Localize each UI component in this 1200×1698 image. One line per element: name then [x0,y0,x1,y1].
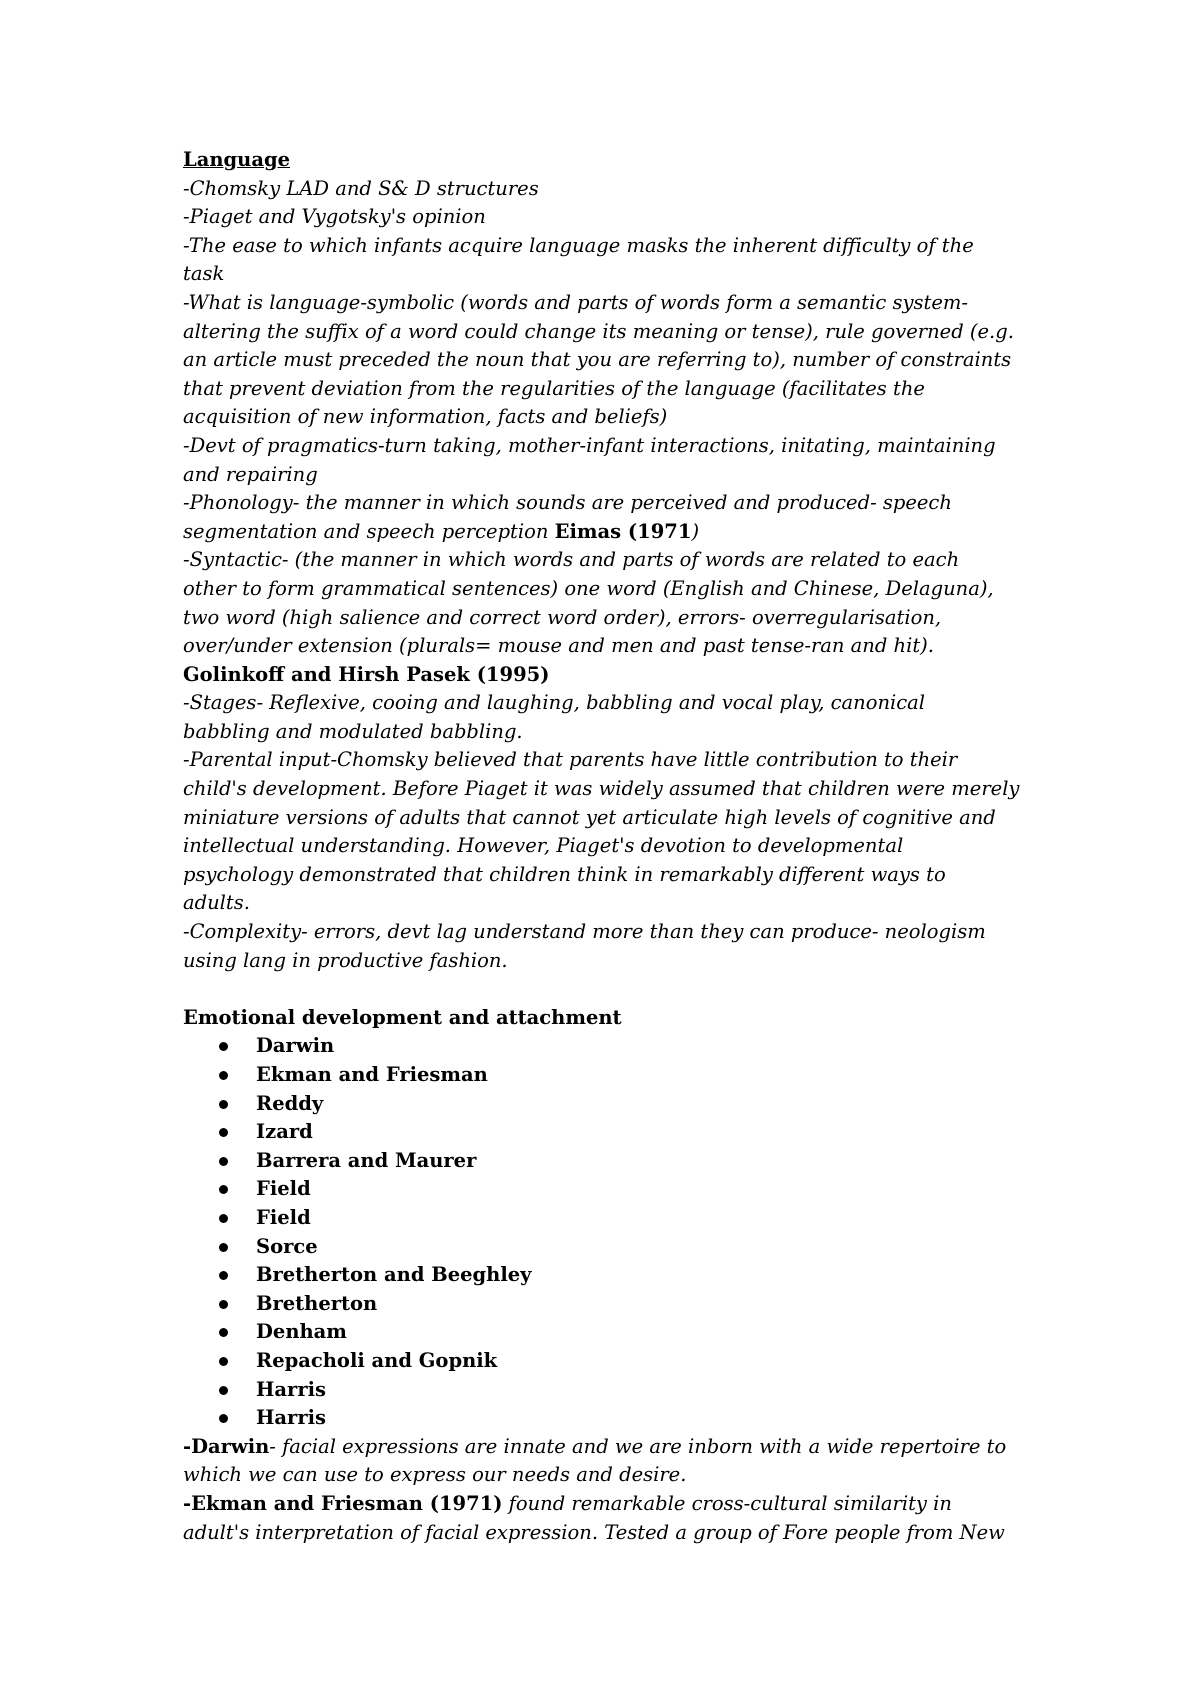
complexity-line: using lang in productive fashion. [183,948,508,972]
bullet-icon [219,1357,228,1366]
bullet-icon [219,1100,228,1109]
bullet-icon [219,1214,228,1223]
bullet-item [183,1090,1063,1119]
language-line: -The ease to which infants acquire language masks the inherent difficulty of the [183,233,974,257]
darwin-paragraph-line-2: which we can use to express our needs and desire. [183,1463,687,1487]
syntactic-line: two word (high salience and correct word order), errors- overregularisation, [183,605,942,629]
bullet-icon [219,1300,228,1309]
eimas-reference: Eimas (1971 [554,519,692,543]
bullet-icon [219,1157,228,1166]
language-line: -Phonology- the manner in which sounds are perceived and produced- speech [183,491,952,515]
language-line: task [183,262,225,286]
paragraph-gap [183,975,1063,1004]
bullet-item [183,1404,1063,1433]
language-line: -Piaget and Vygotsky's opinion [183,205,486,229]
bullet-item [183,1261,1063,1290]
bullet-item [183,1147,1063,1176]
darwin-label: -Darwin [183,1434,270,1458]
ekman-label: -Ekman and Friesman (1971) [183,1491,503,1515]
emotional-heading: Emotional development and attachment [183,1005,622,1029]
stages-line: babbling and modulated babbling. [183,719,523,743]
bullet-label: Darwin [256,1034,335,1058]
bullet-label: Bretherton [256,1291,378,1315]
parental-line: -Parental input-Chomsky believed that parents have little contribution to their [183,748,958,772]
ekman-text: found remarkable cross-cultural similarity in [502,1491,952,1515]
syntactic-line: over/under extension (plurals= mouse and men and past tense-ran and hit). [183,634,934,658]
bullet-item [183,1376,1063,1405]
language-line: that prevent deviation from the regularities of the language (facilitates the [183,376,925,400]
bullet-icon [219,1128,228,1137]
bullet-label: Ekman and Friesman [256,1063,488,1086]
phonology-text: segmentation and speech perception [183,519,555,543]
bullet-icon [219,1071,228,1080]
bullet-label: Denham [256,1320,347,1344]
bullet-item [183,1032,1063,1061]
bullet-icon [219,1042,228,1051]
bullet-icon [219,1414,228,1423]
bullet-label: Barrera and Maurer [256,1148,477,1172]
parental-line: psychology demonstrated that children think in remarkably different ways to [183,862,946,886]
bullet-item [183,1061,1063,1090]
bullet-icon [219,1328,228,1337]
language-line: -Chomsky LAD and S& D structures [183,176,539,200]
parental-line: miniature versions of adults that cannot yet articulate high levels of cognitive and [183,805,996,829]
bullet-label: Sorce [256,1234,318,1258]
parental-line: adults. [183,891,250,915]
bullet-label: Izard [256,1120,313,1144]
bullet-item [183,1318,1063,1347]
bullet-icon [219,1243,228,1252]
bullet-label: Field [256,1177,311,1201]
parental-line: child's development. Before Piaget it was widely assumed that children were merely [183,777,1020,801]
ekman-paragraph-line-2: adult's interpretation of facial expression. Tested a group of Fore people from New [183,1520,1005,1544]
language-line: -What is language-symbolic (words and parts of words form a semantic system- [183,290,968,314]
darwin-paragraph-line-1 [183,1433,1063,1462]
bullet-label: Reddy [256,1091,324,1115]
phonology-line-2 [183,518,1063,547]
bullet-label: Bretherton and Beeghley [256,1263,532,1287]
bullet-item [183,1118,1063,1147]
stages-line: -Stages- Reflexive, cooing and laughing, babbling and vocal play, canonical [183,691,926,715]
language-line: altering the suffix of a word could change its meaning or tense), rule governed (e.g. [183,319,1014,343]
bullet-icon [219,1185,228,1194]
bullet-label: Harris [256,1406,326,1430]
bullet-item [183,1175,1063,1204]
golinkoff-reference: Golinkoff and Hirsh Pasek (1995) [183,662,550,686]
ekman-paragraph-line-1 [183,1490,1063,1519]
bullet-icon [219,1386,228,1395]
syntactic-line: -Syntactic- (the manner in which words and parts of words are related to each [183,548,960,572]
document-page [183,146,1063,1547]
emotional-bullet-list [183,1032,1063,1432]
phonology-tail: ) [691,519,700,543]
parental-line: intellectual understanding. However, Piaget's devotion to developmental [183,834,904,858]
bullet-icon [219,1271,228,1280]
bullet-item [183,1290,1063,1319]
language-line: -Devt of pragmatics-turn taking, mother-infant interactions, initating, maintaining [183,433,996,457]
bullet-item [183,1347,1063,1376]
bullet-label: Field [256,1205,311,1229]
syntactic-line: other to form grammatical sentences) one word (English and Chinese, Delaguna), [183,576,994,600]
language-line: an article must preceded the noun that you are referring to), number of constraints [183,348,1012,372]
complexity-line: -Complexity- errors, devt lag understand more than they can produce- neologism [183,920,986,944]
darwin-text: - facial expressions are innate and we are inborn with a wide repertoire to [269,1434,1007,1458]
bullet-item [183,1233,1063,1262]
bullet-item [183,1204,1063,1233]
language-heading: Language [183,148,291,171]
language-line: and repairing [183,462,318,486]
bullet-label: Harris [256,1377,326,1401]
bullet-label: Repacholi and Gopnik [256,1348,498,1372]
language-line: acquisition of new information, facts and beliefs) [183,405,668,429]
